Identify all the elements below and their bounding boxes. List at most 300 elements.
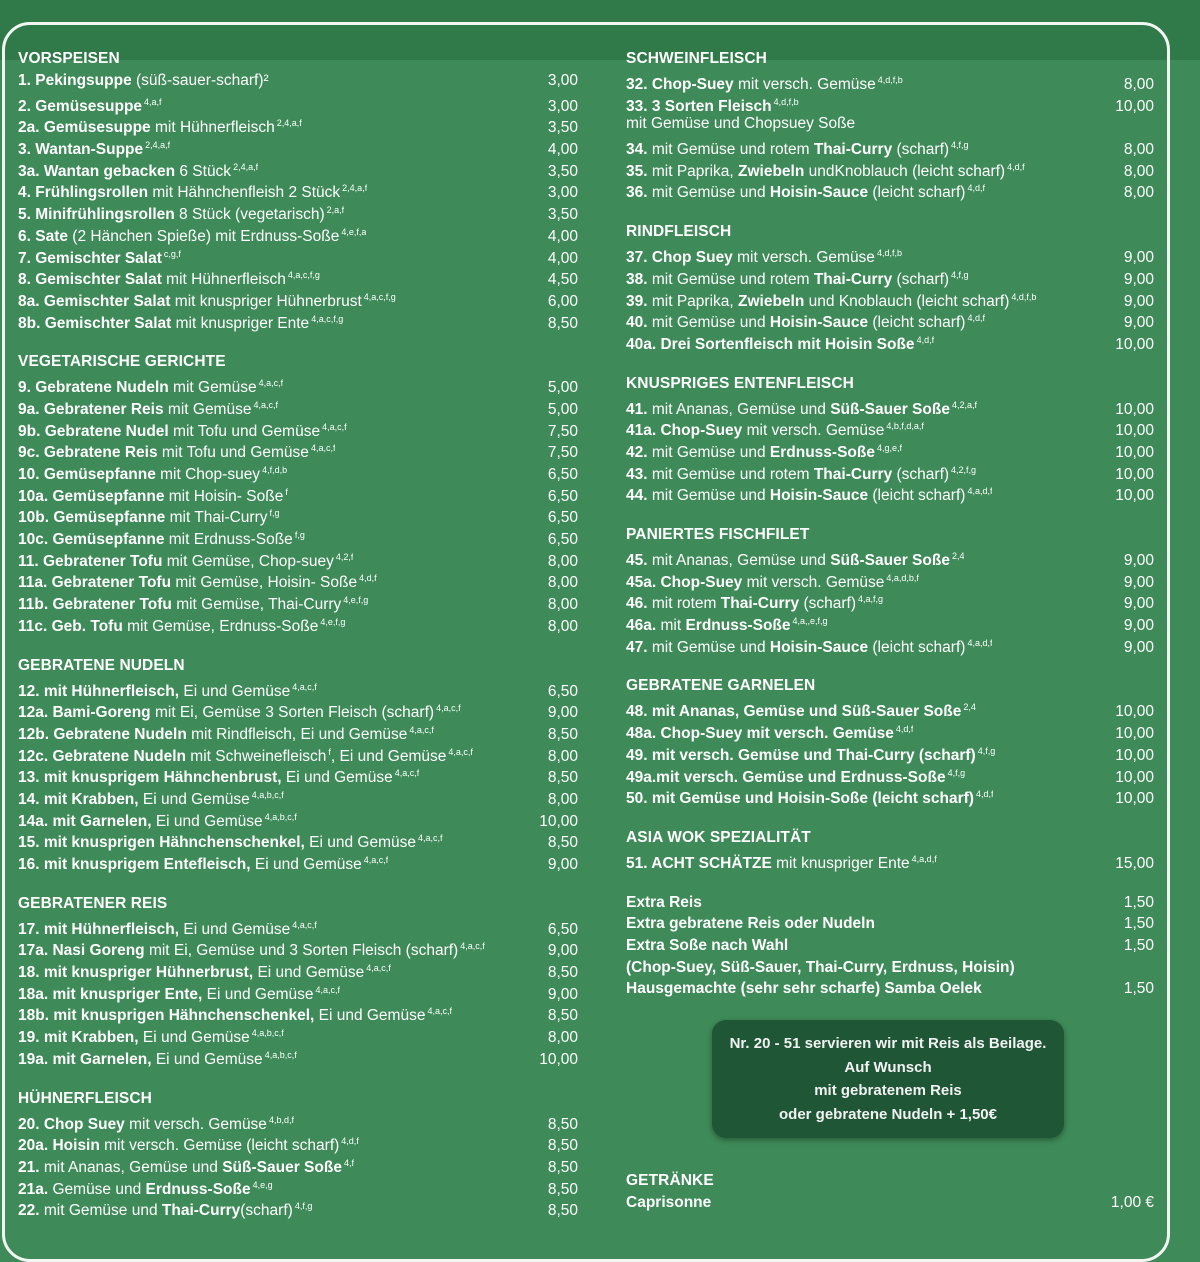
extra-item-name: Hausgemachte (sehr sehr scharfe) Samba Oelek (626, 980, 982, 998)
item-description-suffix: 3 Sorten Fleisch (scharf) (260, 704, 435, 722)
item-description: mit Gemüse, Erdnuss-Soße (122, 617, 319, 635)
allergen-codes: 4,f,d,b (262, 465, 288, 475)
allergen-codes: 4,g,e,f (876, 442, 902, 453)
allergen-codes: 4,2,a,f (951, 399, 977, 410)
item-name: 17. mit Hühnerfleisch, (18, 920, 180, 938)
item-description-suffix: undKnoblauch (leicht scharf) (804, 162, 1006, 180)
item-description: mit Hühnerfleisch (161, 271, 286, 289)
menu-item (18, 178, 578, 200)
allergen-codes: 4,b,f,d,a,f (886, 421, 924, 432)
item-price: 7,50 (547, 444, 578, 462)
drink-item-price: 1,00 € (1110, 1194, 1154, 1211)
item-price: 9,00 (1123, 270, 1154, 288)
item-name: 18. mit knuspriger Hühnerbrust, (18, 964, 254, 982)
menu-item (18, 936, 578, 958)
item-description: mit versch. Gemüse (732, 249, 875, 267)
allergen-codes: 4,f,g (294, 1201, 313, 1212)
item-price: 10,00 (1115, 487, 1154, 505)
menu-section (626, 373, 1154, 503)
item-price: 8,50 (547, 1180, 578, 1198)
item-description: mit Gemüse und (647, 443, 770, 461)
menu-item (18, 265, 578, 287)
allergen-codes: 4,f,g (977, 745, 996, 756)
item-description: Ei und Gemüse (281, 769, 393, 787)
item-highlight: Erdnuss-Soße (685, 617, 791, 635)
menu-item (626, 135, 1154, 157)
item-text (626, 633, 992, 659)
menu-item (18, 980, 578, 1002)
allergen-codes: 4,a,d,f (967, 486, 993, 497)
section-title: GEBRATENE GARNELEN (626, 677, 816, 695)
allergen-codes: 2,4,a,f (276, 118, 302, 129)
extra-item-name: Extra gebratene Reis oder Nudeln (626, 915, 875, 933)
item-price: 8,00 (547, 574, 578, 592)
allergen-codes: 2,4 (951, 551, 965, 561)
item-price: 8,00 (547, 617, 578, 635)
item-description: mit Gemüse und (647, 184, 770, 202)
item-highlight: Thai-Curry (813, 270, 893, 288)
menu-item (626, 741, 1154, 763)
item-highlight: Erdnuss-Soße (145, 1180, 251, 1198)
item-price: 6,50 (547, 466, 578, 483)
menu-item (18, 763, 578, 785)
item-price: 8,00 (1123, 184, 1154, 202)
item-price: 6,50 (547, 487, 578, 505)
item-text (626, 849, 937, 875)
item-description: Ei und Gemüse (253, 964, 365, 982)
info-line-2: Auf Wunsch (844, 1058, 932, 1076)
allergen-codes: f,g (269, 508, 280, 519)
menu-item (18, 590, 578, 612)
allergen-codes: 4,a,d,f (967, 637, 993, 648)
item-description-suffix: (scharf) (892, 141, 950, 159)
item-price: 8,50 (547, 1158, 578, 1176)
allergen-codes: 2,4 (963, 702, 976, 713)
section-title: ASIA WOK SPEZIALITÄT (626, 828, 811, 846)
menu-item (18, 547, 578, 569)
item-description: mit Gemüse und rotem (647, 141, 814, 159)
menu-item (626, 438, 1154, 460)
item-name: 21a. (18, 1180, 49, 1198)
item-price: 9,00 (547, 942, 578, 960)
item-price: 9,00 (547, 985, 578, 1003)
item-name: 8a. Gemischter Salat (18, 292, 171, 310)
allergen-codes: 4,a,c,f (409, 724, 434, 735)
item-price: 8,50 (547, 964, 578, 982)
item-name: 10. Gemüsepfanne (18, 466, 156, 483)
menu-item (626, 568, 1154, 590)
allergen-codes: 4,d,f (359, 573, 377, 584)
item-price: 8,50 (547, 725, 578, 743)
item-name: 7. Gemischter Salat (18, 249, 162, 267)
allergen-codes: 4,e,g (252, 1179, 273, 1190)
menu-item (18, 200, 578, 222)
menu-item (626, 611, 1154, 633)
extra-item-text (626, 935, 788, 957)
item-name: 34. (626, 141, 648, 159)
item-name: 35. (626, 162, 648, 180)
item-name: 18a. mit knuspriger Ente, (18, 985, 203, 1003)
item-description: mit Ananas, Gemüse und (647, 400, 831, 418)
item-name: 49. mit versch. Gemüse und Thai-Curry (scharf) (626, 746, 976, 764)
item-price: 6,50 (547, 531, 578, 549)
menu-item (18, 113, 578, 135)
item-description: mit Ananas, Gemüse und (647, 552, 831, 569)
allergen-codes: 2,a,f (326, 205, 345, 216)
extra-item-price: 1,50 (1123, 893, 1154, 911)
allergen-codes: 4,a,d,f (911, 853, 937, 864)
item-price: 10,00 (1115, 465, 1154, 483)
item-name: 12a. Bami-Goreng (18, 704, 151, 722)
menu-item (18, 309, 578, 331)
allergen-codes: 4,a,c,f (394, 768, 420, 779)
menu-item (18, 1131, 578, 1153)
side-dish-info-box (712, 1020, 1064, 1138)
allergen-codes: 4,a,c,f (315, 984, 341, 995)
allergen-codes: 4,d,f (967, 313, 985, 324)
extra-item (626, 978, 1154, 1000)
section-title: GETRÄNKE (626, 1172, 714, 1189)
menu-item (626, 113, 1154, 135)
item-name: 11c. Geb. Tofu (18, 617, 123, 635)
menu-item (18, 438, 578, 460)
section-title: GEBRATENE NUDELN (18, 656, 185, 674)
item-description: mit Gemüse und (647, 638, 770, 656)
section-title: GEBRATENER REIS (18, 894, 168, 912)
menu-section (18, 893, 578, 1067)
allergen-codes: 4,a,c,f (292, 681, 317, 692)
allergen-codes: 4,d,f (895, 724, 914, 735)
menu-item (626, 763, 1154, 785)
item-name: 41a. Chop-Suey (626, 422, 743, 440)
item-name: 13. mit knusprigem Hähnchenbrust, (18, 769, 282, 787)
menu-item (18, 222, 578, 244)
drink-item (626, 1192, 1154, 1214)
allergen-codes: 4,e,f,g (343, 595, 369, 606)
item-description-suffix: (leicht scharf) (868, 314, 966, 332)
item-name: 21. (18, 1158, 40, 1176)
extra-item-text (626, 892, 702, 914)
item-description: mit versch. Gemüse (733, 76, 876, 93)
allergen-codes: c,g,f (163, 248, 181, 259)
item-price: 9,00 (547, 704, 578, 722)
extras-section (626, 892, 1154, 1000)
menu-section (626, 675, 1154, 808)
allergen-codes: 4,a,c,f (258, 378, 284, 389)
item-price: 8,00 (1123, 162, 1154, 180)
item-price: 4,00 (547, 249, 578, 267)
section-title: VORSPEISEN (18, 50, 120, 67)
menu-item (18, 568, 578, 590)
item-description: Ei und Gemüse (179, 682, 291, 700)
item-description: (2 Hänchen Spieße) mit Erdnuss-Soße (67, 227, 340, 245)
menu-section (18, 48, 578, 330)
item-name: 51. ACHT SCHÄTZE (626, 854, 772, 872)
item-description: mit Tofu und Gemüse (157, 444, 309, 462)
item-price: 8,00 (547, 596, 578, 614)
allergen-codes: 4,d,f,b (876, 248, 902, 259)
item-description: mit Gemüse und (647, 487, 770, 505)
item-price: 9,00 (547, 856, 578, 873)
item-description: (süß-sauer-scharf)² (131, 72, 269, 89)
item-price: 6,00 (547, 292, 578, 310)
menu-item (18, 70, 578, 92)
item-description: mit Gemüse und (39, 1202, 162, 1220)
item-name: 14a. mit Garnelen, (18, 812, 152, 830)
item-price: 10,00 (1115, 703, 1154, 721)
item-price: 10,00 (539, 812, 578, 830)
item-name: 45. (626, 552, 648, 569)
menu-item (18, 287, 578, 309)
menu-item (18, 1001, 578, 1023)
menu-section (18, 351, 578, 633)
allergen-codes: 4,a,c,f (322, 421, 347, 432)
item-price: 10,00 (1115, 725, 1154, 743)
menu-item (626, 460, 1154, 482)
item-description: mit knuspriger Ente (171, 314, 310, 332)
item-name: 20. Chop Suey (18, 1115, 125, 1133)
item-price: 3,00 (547, 72, 578, 89)
item-name: 48. mit Ananas, Gemüse und Süß-Sauer Soße (626, 703, 962, 721)
menu-item (18, 395, 578, 417)
allergen-codes: 4,a,d,b,f (886, 572, 919, 583)
item-description-suffix: (scharf) (799, 595, 856, 613)
item-name: 44. (626, 487, 648, 505)
allergen-codes: 4,a,b,c,f (251, 789, 284, 800)
menu-item (626, 178, 1154, 200)
item-name: 18b. mit knusprigen Hähnchenschenkel, (18, 1007, 315, 1025)
menu-item (18, 373, 578, 395)
item-price: 8,50 (547, 1137, 578, 1155)
item-price: 9,00 (1123, 249, 1154, 267)
item-price: 7,50 (547, 422, 578, 440)
item-price: 4,00 (547, 141, 578, 159)
item-description: Ei und Gemüse (151, 1050, 263, 1068)
item-name: 4. Frühlingsrollen (18, 184, 149, 202)
item-text (18, 612, 345, 638)
item-name: 19a. mit Garnelen, (18, 1050, 152, 1068)
menu-item (18, 157, 578, 179)
item-description: Ei und Gemüse (202, 985, 314, 1003)
menu-item (18, 525, 578, 547)
item-price: 10,00 (1115, 97, 1154, 115)
menu-section (626, 48, 1154, 200)
section-title: HÜHNERFLEISCH (18, 1089, 152, 1107)
allergen-codes: 4,e,f,a (341, 226, 367, 237)
item-description: Ei und Gemüse (179, 920, 291, 938)
item-price: 8,50 (547, 314, 578, 332)
allergen-codes: 4,a,b,c,f (264, 811, 297, 822)
item-price: 10,00 (1115, 335, 1154, 353)
item-price: 10,00 (539, 1050, 578, 1068)
menu-item (626, 849, 1154, 871)
allergen-codes: 4,d,f (975, 789, 994, 800)
item-price: 8,50 (547, 1202, 578, 1220)
extra-item (626, 892, 1154, 914)
item-description: mit Rindfleisch, Ei und Gemüse (186, 725, 408, 743)
item-name: 8b. Gemischter Salat (18, 314, 172, 332)
menu-item (18, 482, 578, 504)
item-price: 6,50 (547, 509, 578, 527)
allergen-codes: 4,a,c,f,g (311, 313, 344, 324)
item-name: 11. Gebratener Tofu (18, 552, 163, 570)
allergen-codes: 4,2,f (335, 551, 354, 562)
menu-item (626, 330, 1154, 352)
item-highlight: Hoisin-Sauce (769, 638, 869, 656)
item-price: 8,50 (547, 1115, 578, 1133)
item-description: mit versch. Gemüse (742, 573, 885, 591)
item-description-suffix: und Knoblauch (leicht scharf) (804, 292, 1010, 310)
allergen-codes: 4,f,g (951, 269, 969, 280)
item-name: 50. mit Gemüse und Hoisin-Soße (leicht scharf) (626, 790, 974, 808)
menu-item (626, 416, 1154, 438)
item-price: 10,00 (1115, 443, 1154, 461)
item-description: mit versch. Gemüse (124, 1115, 267, 1133)
item-highlight: Thai-Curry (813, 141, 893, 159)
item-price: 10,00 (1115, 422, 1154, 440)
drink-item-text (626, 1192, 711, 1214)
item-price: 8,50 (547, 834, 578, 852)
item-price: 4,00 (547, 227, 578, 245)
item-description: Ei und Gemüse (304, 834, 416, 852)
menu-item (626, 633, 1154, 655)
item-highlight: Hoisin-Sauce (769, 487, 869, 505)
item-name: 2. Gemüsesuppe (18, 97, 143, 115)
item-text (18, 1045, 297, 1071)
item-description: Ei und Gemüse (138, 790, 250, 808)
item-name: 32. Chop-Suey (626, 76, 734, 93)
section-title: KNUSPRIGES ENTENFLEISCH (626, 374, 854, 392)
item-description: mit knuspriger Hühnerbrust (170, 292, 362, 310)
extra-item (626, 957, 1154, 979)
info-line-1: Nr. 20 - 51 servieren wir mit Reis als Beilage. (729, 1035, 1047, 1052)
item-description: mit Ei, Gemüse und 3 Sorten Fleisch (scharf) (144, 942, 459, 960)
allergen-codes: 4,d,f (967, 183, 985, 194)
menu-item (626, 287, 1154, 309)
menu-item (626, 70, 1154, 92)
item-highlight: Erdnuss-Soße (769, 443, 875, 461)
menu-item (18, 698, 578, 720)
item-name: 22. (18, 1202, 40, 1220)
item-name: 12. mit Hühnerfleisch, (18, 682, 180, 700)
item-name: 10a. Gemüsepfanne (18, 487, 165, 505)
item-highlight: Zwiebeln (738, 292, 805, 310)
item-name: 33. 3 Sorten Fleisch (626, 97, 772, 115)
item-description: mit Paprika, (647, 162, 739, 180)
item-name: 37. Chop Suey (626, 249, 733, 267)
allergen-codes: 2,4,a,f (342, 183, 368, 194)
item-name: 48a. Chop-Suey mit versch. Gemüse (626, 725, 894, 743)
allergen-codes: 4,a,c,f (460, 941, 485, 952)
item-price: 10,00 (1115, 746, 1154, 764)
item-text (626, 481, 992, 507)
item-highlight: Süß-Sauer Soße (830, 552, 950, 569)
allergen-codes: 4,a,c,f,g (287, 270, 320, 281)
menu-item (626, 265, 1154, 287)
item-description: Gemüse und (48, 1180, 146, 1198)
menu-item (626, 243, 1154, 265)
menu-item (18, 92, 578, 114)
item-text (18, 1196, 312, 1222)
item-description: mit Gemüse und Chopsuey Soße (626, 115, 856, 133)
item-price: 9,00 (1123, 595, 1154, 613)
item-price: 8,50 (547, 1007, 578, 1025)
item-description: mit Chop-suey (155, 466, 261, 483)
allergen-codes: 4,a,b,c,f (264, 1049, 297, 1060)
menu-item (626, 308, 1154, 330)
item-description: mit Gemüse (163, 400, 252, 418)
item-name: 17a. Nasi Goreng (18, 942, 145, 960)
item-description: mit Tofu und Gemüse (168, 422, 321, 440)
allergen-codes: 4,d,f (916, 334, 935, 345)
section-title: VEGETARISCHE GERICHTE (18, 353, 226, 371)
menu-item (626, 481, 1154, 503)
menu-item (626, 697, 1154, 719)
allergen-codes: 4,f,g (951, 140, 969, 151)
extra-item-price: 1,50 (1123, 915, 1154, 933)
allergen-codes: 4,a,c,f (363, 855, 389, 865)
section-title: SCHWEINFLEISCH (626, 50, 767, 67)
menu-column-left (18, 48, 578, 1239)
allergen-codes: 4,a,c,f (418, 833, 443, 844)
allergen-codes: f (328, 746, 331, 757)
extra-item-text (626, 978, 982, 1000)
item-highlight: Thai-Curry (813, 465, 893, 483)
allergen-codes: 4,e,f,g (320, 616, 346, 627)
extra-item-name: Extra Reis (626, 893, 702, 911)
item-description: mit knuspriger Ente (771, 854, 910, 872)
allergen-codes: 4,d,f,b (773, 96, 799, 107)
item-name: 43. (626, 465, 648, 483)
menu-item (18, 1110, 578, 1132)
item-description-suffix: (scharf) (240, 1202, 293, 1220)
item-price: 8,00 (547, 747, 578, 765)
item-name: 2a. Gemüsesuppe (18, 119, 151, 137)
item-description: mit Erdnuss-Soße (164, 531, 293, 549)
item-text (626, 784, 993, 810)
section-title: RINDFLEISCH (626, 223, 732, 241)
item-description: mit Gemüse, Hoisin- Soße (171, 574, 358, 592)
menu-item (626, 719, 1154, 741)
item-description-suffix: (leicht scharf) (868, 184, 966, 202)
item-highlight: Zwiebeln (738, 162, 805, 180)
menu-item (18, 850, 578, 872)
item-highlight: Süß-Sauer Soße (222, 1158, 342, 1176)
item-price: 8,00 (1123, 141, 1154, 159)
drinks-section (626, 1170, 1154, 1214)
section-title: PANIERTES FISCHFILET (626, 526, 810, 543)
item-highlight: Hoisin-Sauce (769, 314, 869, 332)
item-description: mit Gemüse und rotem (647, 270, 814, 288)
item-price: 3,00 (547, 184, 578, 202)
menu-item (18, 677, 578, 699)
item-name: 3a. Wantan gebacken (18, 162, 176, 180)
item-text (18, 850, 388, 876)
item-name: 11b. Gebratener Tofu (18, 596, 172, 614)
item-price: 3,50 (547, 206, 578, 224)
item-price: 8,00 (1123, 76, 1154, 93)
item-price: 3,50 (547, 119, 578, 137)
item-description-suffix: (leicht scharf) (868, 638, 966, 656)
item-description-suffix: (scharf) (892, 270, 950, 288)
item-description: Ei und Gemüse (250, 856, 362, 873)
allergen-codes: 4,f,g (947, 767, 966, 778)
menu-item (18, 1045, 578, 1067)
allergen-codes: 4,d,f,b (877, 75, 903, 85)
item-price: 8,00 (547, 552, 578, 570)
menu-item (18, 417, 578, 439)
allergen-codes: f (285, 486, 288, 497)
